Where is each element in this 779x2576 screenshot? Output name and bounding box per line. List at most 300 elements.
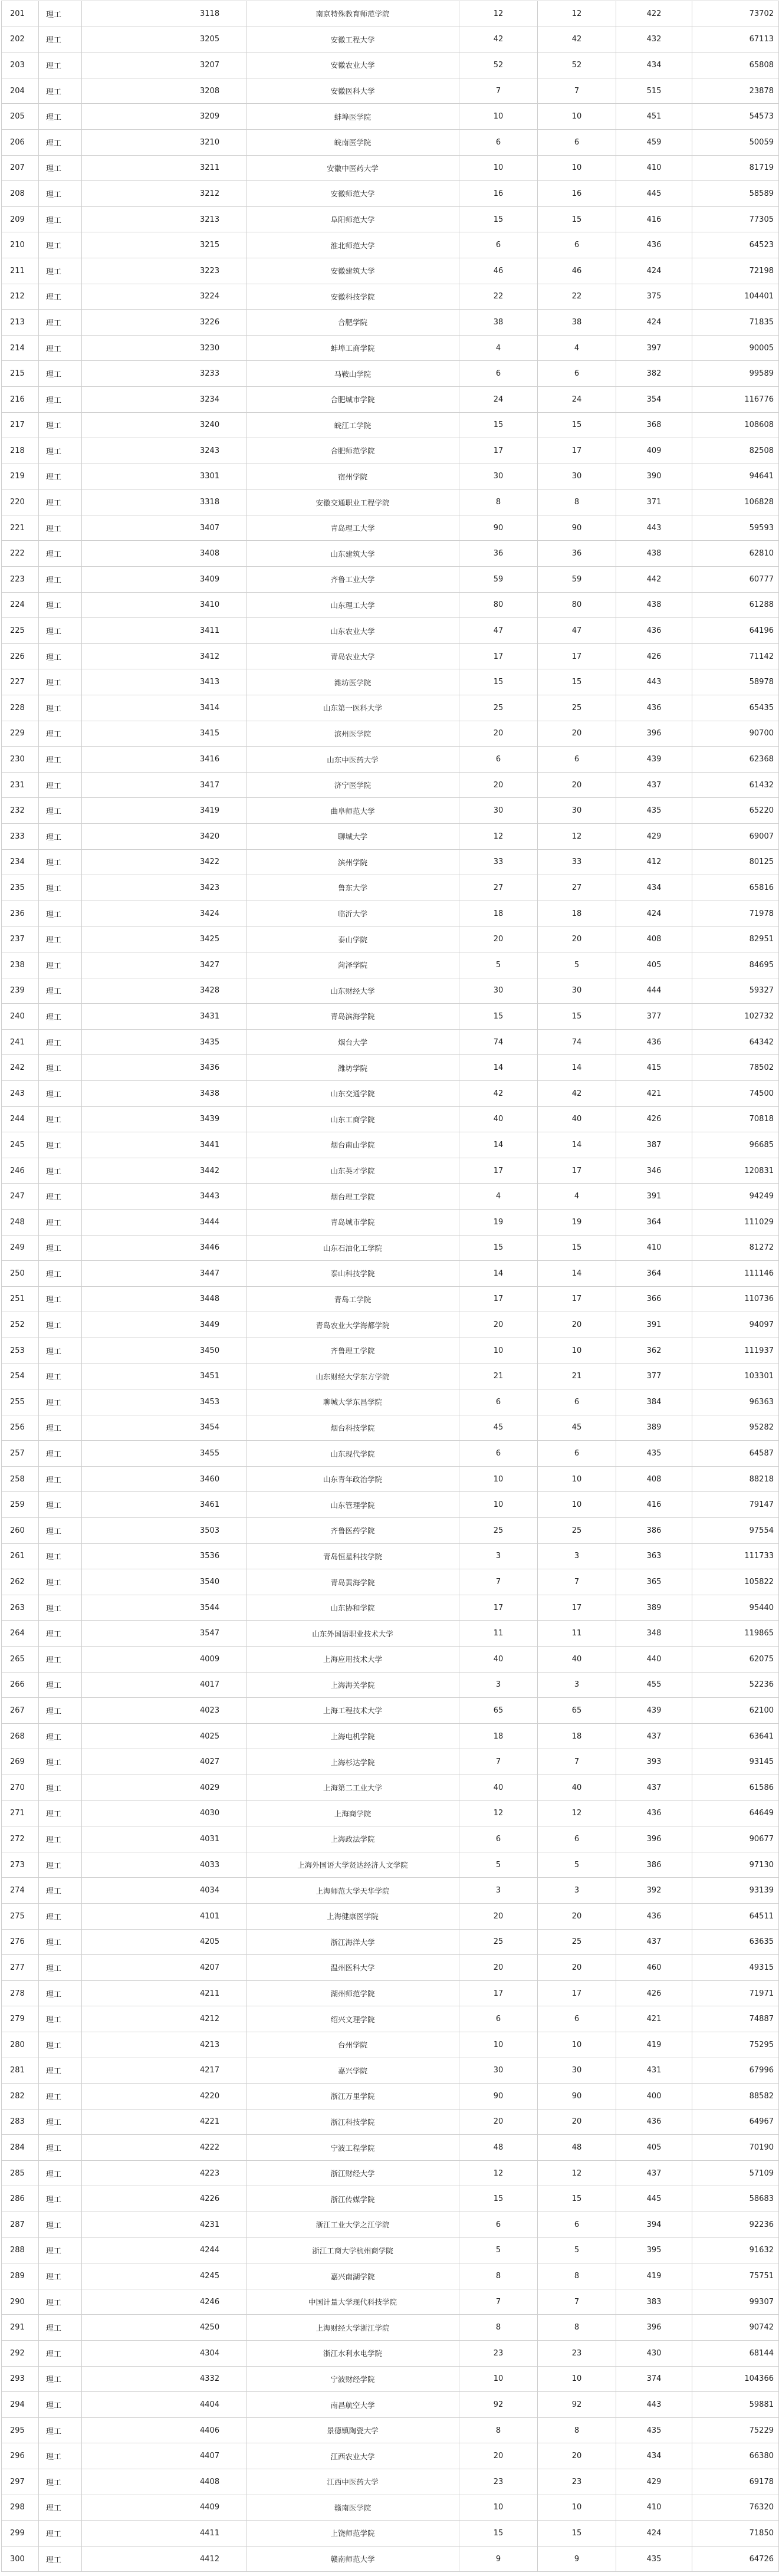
table-row xyxy=(2,386,779,412)
cell-min-score: 430 xyxy=(616,2341,692,2367)
table-row xyxy=(2,181,779,207)
cell-min-rank: 71978 xyxy=(692,901,779,926)
cell-min-rank: 52236 xyxy=(692,1672,779,1698)
cell-school-code: 4034 xyxy=(82,1878,246,1904)
cell-school-code: 3409 xyxy=(82,567,246,593)
cell-planned-count: 47 xyxy=(459,618,538,644)
cell-row-index: 261 xyxy=(2,1543,39,1569)
cell-school-name: 赣南师范大学 xyxy=(246,2546,459,2572)
cell-school-code: 3424 xyxy=(82,901,246,926)
cell-row-index: 299 xyxy=(2,2521,39,2547)
cell-row-index: 234 xyxy=(2,849,39,875)
cell-school-code: 4407 xyxy=(82,2443,246,2469)
cell-school-code: 3226 xyxy=(82,310,246,336)
cell-school-code: 3461 xyxy=(82,1492,246,1518)
cell-school-name: 济宁医学院 xyxy=(246,772,459,798)
cell-school-name: 宿州学院 xyxy=(246,464,459,489)
cell-min-rank: 74887 xyxy=(692,2006,779,2032)
cell-row-index: 219 xyxy=(2,464,39,489)
cell-min-rank: 69178 xyxy=(692,2469,779,2495)
cell-school-code: 3431 xyxy=(82,1004,246,1030)
cell-school-code: 3234 xyxy=(82,386,246,412)
cell-planned-count: 14 xyxy=(459,1261,538,1287)
cell-school-name: 安徽科技学院 xyxy=(246,284,459,310)
cell-school-code: 4205 xyxy=(82,1929,246,1955)
cell-school-name: 安徽交通职业工程学院 xyxy=(246,489,459,515)
cell-planned-count: 12 xyxy=(459,1800,538,1826)
cell-row-index: 263 xyxy=(2,1595,39,1621)
cell-admitted-count: 10 xyxy=(538,2495,616,2521)
cell-school-name: 鲁东大学 xyxy=(246,875,459,901)
cell-row-index: 254 xyxy=(2,1363,39,1389)
cell-subject-category: 理工 xyxy=(39,2392,82,2418)
admission-table-body xyxy=(2,1,779,2572)
cell-admitted-count: 20 xyxy=(538,2109,616,2135)
cell-min-score: 429 xyxy=(616,824,692,850)
cell-school-code: 4244 xyxy=(82,2237,246,2263)
cell-school-name: 山东财经大学东方学院 xyxy=(246,1363,459,1389)
cell-admitted-count: 59 xyxy=(538,567,616,593)
cell-planned-count: 27 xyxy=(459,875,538,901)
cell-row-index: 233 xyxy=(2,824,39,850)
cell-row-index: 295 xyxy=(2,2417,39,2443)
cell-row-index: 248 xyxy=(2,1209,39,1235)
cell-planned-count: 25 xyxy=(459,1518,538,1544)
cell-planned-count: 10 xyxy=(459,1338,538,1363)
table-row xyxy=(2,464,779,489)
cell-row-index: 268 xyxy=(2,1723,39,1749)
cell-school-name: 青岛滨海学院 xyxy=(246,1004,459,1030)
cell-min-rank: 70190 xyxy=(692,2135,779,2161)
cell-school-name: 青岛城市学院 xyxy=(246,1209,459,1235)
table-row xyxy=(2,2443,779,2469)
cell-planned-count: 40 xyxy=(459,1106,538,1132)
cell-school-code: 4212 xyxy=(82,2006,246,2032)
cell-row-index: 270 xyxy=(2,1775,39,1800)
cell-school-name: 泰山科技学院 xyxy=(246,1261,459,1287)
cell-planned-count: 5 xyxy=(459,2237,538,2263)
cell-min-score: 422 xyxy=(616,1,692,27)
cell-subject-category: 理工 xyxy=(39,2521,82,2547)
cell-admitted-count: 65 xyxy=(538,1698,616,1724)
cell-planned-count: 4 xyxy=(459,335,538,361)
cell-planned-count: 38 xyxy=(459,310,538,336)
cell-min-score: 436 xyxy=(616,2109,692,2135)
cell-row-index: 250 xyxy=(2,1261,39,1287)
cell-min-rank: 94097 xyxy=(692,1312,779,1338)
cell-school-name: 嘉兴学院 xyxy=(246,2058,459,2084)
cell-min-rank: 102732 xyxy=(692,1004,779,1030)
cell-subject-category: 理工 xyxy=(39,2212,82,2238)
cell-min-score: 362 xyxy=(616,1338,692,1363)
cell-row-index: 237 xyxy=(2,926,39,952)
cell-row-index: 223 xyxy=(2,567,39,593)
cell-subject-category: 理工 xyxy=(39,1672,82,1698)
cell-school-code: 3544 xyxy=(82,1595,246,1621)
cell-admitted-count: 20 xyxy=(538,926,616,952)
cell-planned-count: 17 xyxy=(459,1980,538,2006)
cell-min-score: 445 xyxy=(616,181,692,207)
cell-planned-count: 33 xyxy=(459,849,538,875)
table-row xyxy=(2,1415,779,1441)
table-row xyxy=(2,1029,779,1055)
cell-admitted-count: 20 xyxy=(538,2443,616,2469)
cell-school-name: 烟台南山学院 xyxy=(246,1132,459,1158)
cell-admitted-count: 16 xyxy=(538,181,616,207)
cell-subject-category: 理工 xyxy=(39,2417,82,2443)
cell-school-name: 浙江科技学院 xyxy=(246,2109,459,2135)
cell-admitted-count: 23 xyxy=(538,2469,616,2495)
cell-min-score: 396 xyxy=(616,2315,692,2341)
cell-admitted-count: 52 xyxy=(538,52,616,78)
table-row xyxy=(2,1389,779,1415)
cell-min-rank: 57109 xyxy=(692,2160,779,2186)
cell-row-index: 273 xyxy=(2,1852,39,1878)
cell-subject-category: 理工 xyxy=(39,1929,82,1955)
cell-min-rank: 64967 xyxy=(692,2109,779,2135)
cell-subject-category: 理工 xyxy=(39,1826,82,1852)
cell-admitted-count: 40 xyxy=(538,1106,616,1132)
cell-row-index: 226 xyxy=(2,643,39,669)
cell-planned-count: 8 xyxy=(459,2315,538,2341)
cell-min-rank: 105822 xyxy=(692,1569,779,1595)
cell-school-code: 3414 xyxy=(82,695,246,721)
cell-school-name: 上海应用技术大学 xyxy=(246,1647,459,1673)
table-row xyxy=(2,2521,779,2547)
cell-min-score: 436 xyxy=(616,1029,692,1055)
cell-row-index: 204 xyxy=(2,78,39,104)
cell-subject-category: 理工 xyxy=(39,2237,82,2263)
cell-admitted-count: 14 xyxy=(538,1132,616,1158)
cell-row-index: 215 xyxy=(2,361,39,387)
cell-row-index: 224 xyxy=(2,592,39,618)
table-row xyxy=(2,592,779,618)
table-row xyxy=(2,129,779,155)
cell-subject-category: 理工 xyxy=(39,1466,82,1492)
cell-subject-category: 理工 xyxy=(39,2341,82,2367)
cell-min-score: 438 xyxy=(616,541,692,567)
cell-min-rank: 61586 xyxy=(692,1775,779,1800)
cell-school-name: 安徽师范大学 xyxy=(246,181,459,207)
cell-admitted-count: 10 xyxy=(538,1466,616,1492)
cell-planned-count: 17 xyxy=(459,438,538,464)
cell-school-code: 3410 xyxy=(82,592,246,618)
cell-school-name: 上饶师范学院 xyxy=(246,2521,459,2547)
table-row xyxy=(2,206,779,232)
cell-school-name: 宁波工程学院 xyxy=(246,2135,459,2161)
cell-subject-category: 理工 xyxy=(39,412,82,438)
cell-school-code: 3436 xyxy=(82,1055,246,1081)
cell-school-name: 安徽建筑大学 xyxy=(246,258,459,284)
table-row xyxy=(2,1621,779,1647)
cell-subject-category: 理工 xyxy=(39,1235,82,1261)
cell-planned-count: 90 xyxy=(459,515,538,541)
cell-row-index: 255 xyxy=(2,1389,39,1415)
cell-school-name: 青岛理工大学 xyxy=(246,515,459,541)
cell-min-rank: 50059 xyxy=(692,129,779,155)
cell-row-index: 203 xyxy=(2,52,39,78)
table-row xyxy=(2,515,779,541)
cell-planned-count: 14 xyxy=(459,1055,538,1081)
cell-min-score: 431 xyxy=(616,2058,692,2084)
table-row xyxy=(2,1492,779,1518)
cell-school-name: 潍坊学院 xyxy=(246,1055,459,1081)
cell-min-rank: 59327 xyxy=(692,978,779,1004)
cell-planned-count: 20 xyxy=(459,926,538,952)
cell-row-index: 293 xyxy=(2,2366,39,2392)
cell-min-score: 391 xyxy=(616,1312,692,1338)
cell-subject-category: 理工 xyxy=(39,1955,82,1981)
table-row xyxy=(2,1209,779,1235)
cell-school-code: 3438 xyxy=(82,1080,246,1106)
cell-min-score: 436 xyxy=(616,1800,692,1826)
table-row xyxy=(2,1518,779,1544)
cell-school-name: 上海外国语大学贤达经济人文学院 xyxy=(246,1852,459,1878)
cell-row-index: 216 xyxy=(2,386,39,412)
cell-school-name: 淮北师范大学 xyxy=(246,232,459,258)
cell-admitted-count: 23 xyxy=(538,2341,616,2367)
cell-planned-count: 17 xyxy=(459,1158,538,1184)
table-row xyxy=(2,104,779,130)
cell-min-score: 405 xyxy=(616,2135,692,2161)
cell-subject-category: 理工 xyxy=(39,1595,82,1621)
cell-school-name: 滨州学院 xyxy=(246,849,459,875)
cell-row-index: 221 xyxy=(2,515,39,541)
cell-row-index: 228 xyxy=(2,695,39,721)
cell-subject-category: 理工 xyxy=(39,181,82,207)
table-row xyxy=(2,2084,779,2110)
cell-planned-count: 12 xyxy=(459,2160,538,2186)
cell-row-index: 241 xyxy=(2,1029,39,1055)
cell-subject-category: 理工 xyxy=(39,2135,82,2161)
table-row xyxy=(2,1466,779,1492)
cell-school-code: 4030 xyxy=(82,1800,246,1826)
cell-row-index: 284 xyxy=(2,2135,39,2161)
table-row xyxy=(2,721,779,747)
cell-school-name: 安徽医科大学 xyxy=(246,78,459,104)
cell-min-rank: 110736 xyxy=(692,1286,779,1312)
table-row xyxy=(2,2495,779,2521)
cell-school-name: 山东协和学院 xyxy=(246,1595,459,1621)
cell-school-code: 3207 xyxy=(82,52,246,78)
cell-planned-count: 21 xyxy=(459,1363,538,1389)
cell-admitted-count: 12 xyxy=(538,1,616,27)
cell-planned-count: 14 xyxy=(459,1132,538,1158)
cell-school-code: 4101 xyxy=(82,1903,246,1929)
cell-school-code: 3460 xyxy=(82,1466,246,1492)
cell-planned-count: 48 xyxy=(459,2135,538,2161)
cell-row-index: 246 xyxy=(2,1158,39,1184)
table-row xyxy=(2,1723,779,1749)
cell-school-name: 烟台科技学院 xyxy=(246,1415,459,1441)
table-row xyxy=(2,2186,779,2212)
cell-admitted-count: 5 xyxy=(538,952,616,978)
cell-min-score: 384 xyxy=(616,1389,692,1415)
cell-school-name: 浙江海洋大学 xyxy=(246,1929,459,1955)
table-row xyxy=(2,1672,779,1698)
cell-school-code: 3540 xyxy=(82,1569,246,1595)
cell-row-index: 280 xyxy=(2,2032,39,2058)
cell-planned-count: 19 xyxy=(459,1209,538,1235)
cell-planned-count: 22 xyxy=(459,284,538,310)
cell-min-score: 444 xyxy=(616,978,692,1004)
cell-school-name: 山东交通学院 xyxy=(246,1080,459,1106)
cell-school-name: 合肥学院 xyxy=(246,310,459,336)
cell-school-name: 菏泽学院 xyxy=(246,952,459,978)
cell-planned-count: 3 xyxy=(459,1543,538,1569)
cell-row-index: 286 xyxy=(2,2186,39,2212)
cell-school-code: 3439 xyxy=(82,1106,246,1132)
cell-min-rank: 67996 xyxy=(692,2058,779,2084)
cell-min-score: 436 xyxy=(616,232,692,258)
cell-row-index: 220 xyxy=(2,489,39,515)
cell-planned-count: 15 xyxy=(459,1235,538,1261)
table-row xyxy=(2,978,779,1004)
cell-row-index: 296 xyxy=(2,2443,39,2469)
cell-min-score: 435 xyxy=(616,2417,692,2443)
cell-school-code: 3449 xyxy=(82,1312,246,1338)
cell-subject-category: 理工 xyxy=(39,129,82,155)
cell-min-rank: 99589 xyxy=(692,361,779,387)
cell-admitted-count: 36 xyxy=(538,541,616,567)
cell-min-rank: 23878 xyxy=(692,78,779,104)
cell-min-score: 429 xyxy=(616,2469,692,2495)
cell-subject-category: 理工 xyxy=(39,2032,82,2058)
cell-school-code: 3448 xyxy=(82,1286,246,1312)
cell-min-score: 445 xyxy=(616,2186,692,2212)
table-row xyxy=(2,2058,779,2084)
cell-row-index: 207 xyxy=(2,155,39,181)
cell-planned-count: 16 xyxy=(459,181,538,207)
table-row xyxy=(2,1004,779,1030)
cell-min-rank: 64726 xyxy=(692,2546,779,2572)
cell-min-score: 377 xyxy=(616,1363,692,1389)
cell-row-index: 298 xyxy=(2,2495,39,2521)
cell-min-score: 386 xyxy=(616,1852,692,1878)
cell-row-index: 271 xyxy=(2,1800,39,1826)
cell-row-index: 272 xyxy=(2,1826,39,1852)
cell-min-score: 410 xyxy=(616,155,692,181)
cell-subject-category: 理工 xyxy=(39,1338,82,1363)
cell-admitted-count: 12 xyxy=(538,2160,616,2186)
cell-school-code: 3503 xyxy=(82,1518,246,1544)
cell-admitted-count: 20 xyxy=(538,1903,616,1929)
cell-school-code: 3412 xyxy=(82,643,246,669)
cell-school-code: 4404 xyxy=(82,2392,246,2418)
table-row xyxy=(2,772,779,798)
cell-subject-category: 理工 xyxy=(39,361,82,387)
cell-min-score: 436 xyxy=(616,1903,692,1929)
cell-school-code: 3416 xyxy=(82,747,246,773)
cell-school-name: 青岛工学院 xyxy=(246,1286,459,1312)
table-row xyxy=(2,2263,779,2289)
cell-subject-category: 理工 xyxy=(39,1775,82,1800)
cell-planned-count: 7 xyxy=(459,2289,538,2315)
table-row xyxy=(2,310,779,336)
cell-min-score: 416 xyxy=(616,206,692,232)
cell-min-rank: 91632 xyxy=(692,2237,779,2263)
table-row xyxy=(2,2289,779,2315)
cell-min-score: 409 xyxy=(616,438,692,464)
cell-school-name: 曲阜师范大学 xyxy=(246,798,459,824)
cell-school-code: 3212 xyxy=(82,181,246,207)
cell-subject-category: 理工 xyxy=(39,2366,82,2392)
table-row xyxy=(2,2237,779,2263)
cell-min-rank: 70818 xyxy=(692,1106,779,1132)
table-row xyxy=(2,438,779,464)
cell-planned-count: 10 xyxy=(459,104,538,130)
cell-row-index: 245 xyxy=(2,1132,39,1158)
cell-row-index: 265 xyxy=(2,1647,39,1673)
cell-school-code: 3427 xyxy=(82,952,246,978)
cell-min-rank: 82508 xyxy=(692,438,779,464)
cell-admitted-count: 15 xyxy=(538,1235,616,1261)
cell-school-code: 3425 xyxy=(82,926,246,952)
cell-min-score: 390 xyxy=(616,464,692,489)
cell-min-rank: 64511 xyxy=(692,1903,779,1929)
cell-school-code: 4017 xyxy=(82,1672,246,1698)
cell-row-index: 240 xyxy=(2,1004,39,1030)
cell-school-code: 4406 xyxy=(82,2417,246,2443)
cell-admitted-count: 3 xyxy=(538,1543,616,1569)
cell-min-rank: 49315 xyxy=(692,1955,779,1981)
cell-min-score: 435 xyxy=(616,2546,692,2572)
cell-school-code: 3223 xyxy=(82,258,246,284)
cell-planned-count: 9 xyxy=(459,2546,538,2572)
table-row xyxy=(2,78,779,104)
cell-row-index: 236 xyxy=(2,901,39,926)
cell-min-score: 437 xyxy=(616,1723,692,1749)
cell-school-code: 3453 xyxy=(82,1389,246,1415)
table-row xyxy=(2,695,779,721)
cell-school-name: 湖州师范学院 xyxy=(246,1980,459,2006)
cell-min-rank: 94641 xyxy=(692,464,779,489)
cell-min-score: 397 xyxy=(616,335,692,361)
cell-planned-count: 30 xyxy=(459,978,538,1004)
cell-school-name: 蚌埠医学院 xyxy=(246,104,459,130)
table-row xyxy=(2,1235,779,1261)
cell-row-index: 229 xyxy=(2,721,39,747)
cell-subject-category: 理工 xyxy=(39,772,82,798)
cell-school-name: 山东石油化工学院 xyxy=(246,1235,459,1261)
cell-min-rank: 64342 xyxy=(692,1029,779,1055)
cell-min-score: 437 xyxy=(616,1929,692,1955)
cell-planned-count: 20 xyxy=(459,2109,538,2135)
cell-min-score: 434 xyxy=(616,52,692,78)
cell-school-code: 3240 xyxy=(82,412,246,438)
cell-subject-category: 理工 xyxy=(39,824,82,850)
cell-subject-category: 理工 xyxy=(39,1852,82,1878)
cell-school-name: 皖南医学院 xyxy=(246,129,459,155)
cell-min-rank: 95282 xyxy=(692,1415,779,1441)
cell-admitted-count: 47 xyxy=(538,618,616,644)
cell-min-score: 389 xyxy=(616,1415,692,1441)
table-row xyxy=(2,2135,779,2161)
cell-school-name: 浙江财经大学 xyxy=(246,2160,459,2186)
cell-admitted-count: 24 xyxy=(538,386,616,412)
cell-planned-count: 15 xyxy=(459,206,538,232)
cell-min-rank: 84695 xyxy=(692,952,779,978)
cell-min-rank: 78502 xyxy=(692,1055,779,1081)
cell-min-rank: 73702 xyxy=(692,1,779,27)
cell-school-code: 3455 xyxy=(82,1441,246,1467)
cell-school-code: 3233 xyxy=(82,361,246,387)
cell-school-name: 山东建筑大学 xyxy=(246,541,459,567)
cell-planned-count: 10 xyxy=(459,2495,538,2521)
cell-school-name: 青岛恒星科技学院 xyxy=(246,1543,459,1569)
cell-admitted-count: 10 xyxy=(538,2032,616,2058)
cell-school-code: 3454 xyxy=(82,1415,246,1441)
